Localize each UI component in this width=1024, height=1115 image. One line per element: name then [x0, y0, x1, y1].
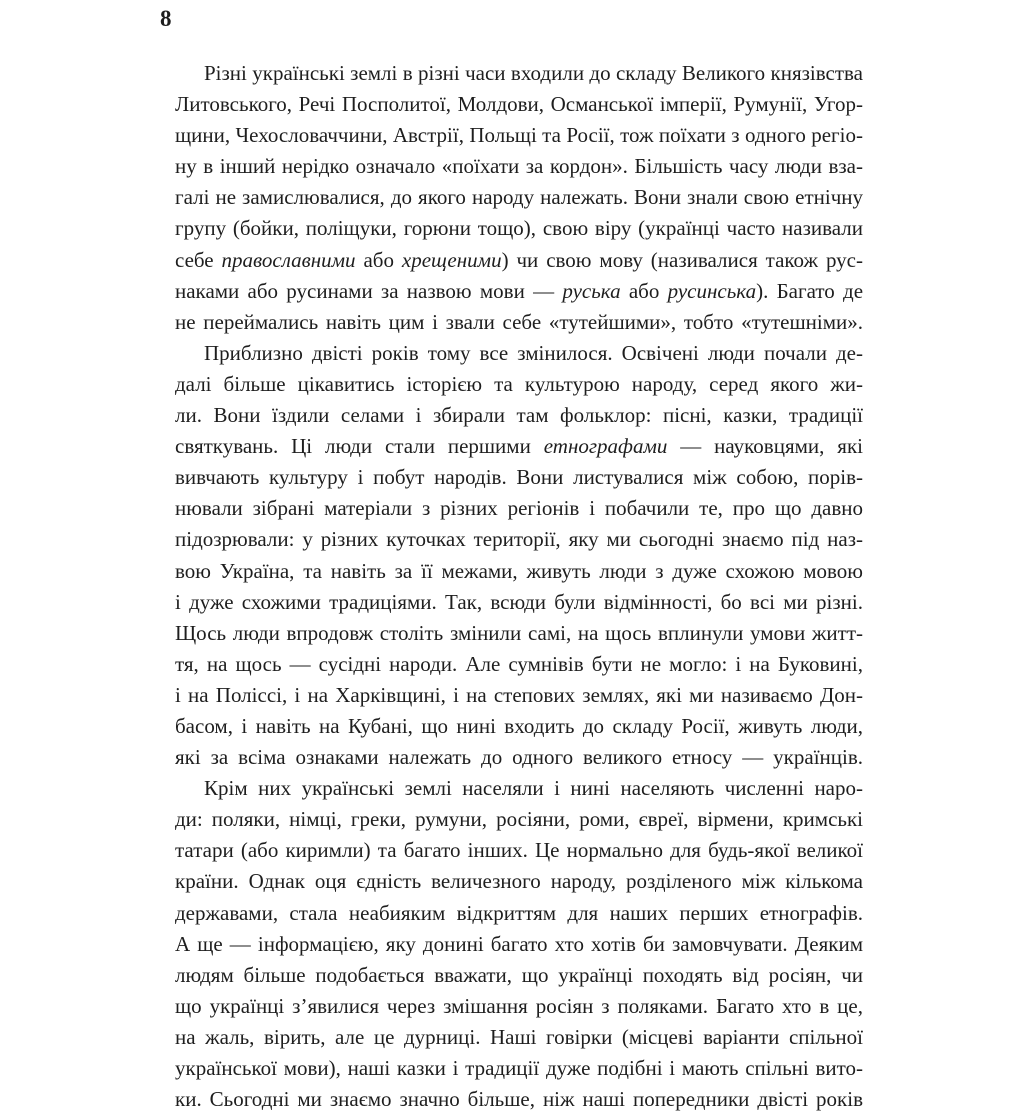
text-line: себе православними або хрещеними) чи свою мову (називалися також рус- [175, 247, 863, 272]
italic-term: хрещеними [401, 247, 502, 272]
text-line: Приблизно двісті років тому все змінилося. Освічені люди почали де- [204, 340, 863, 365]
text-line: щини, Чехословаччини, Австрії, Польщі та Росії, тож поїхати з одного регіо- [175, 123, 863, 148]
text-line: підозрювали: у різних куточках території, яку ми сьогодні знаємо під наз- [175, 527, 863, 552]
page-number: 8 [160, 6, 172, 31]
text-line: ли. Вони їздили селами і збирали там фольклор: пісні, казки, традиції [175, 403, 863, 428]
italic-term: руська [562, 278, 621, 303]
italic-term: етнографами [543, 434, 668, 459]
text-line: Литовського, Речі Посполитої, Молдови, Османської імперії, Румунії, Угор- [175, 92, 863, 117]
text-line: Різні українські землі в різні часи входили до складу Великого князівства [204, 61, 863, 85]
text-line: А ще — інформацією, яку донині багато хто хотів би замовчувати. Деяким [175, 931, 863, 956]
text-line: української мови), наші казки і традиції дуже подібні і мають спільні вито- [175, 1056, 863, 1080]
text-line: і дуже схожими традиціями. Так, всюди були відмінності, бо всі ми різні. [175, 589, 863, 614]
text-line: басом, і навіть на Кубані, що нині входить до складу Росії, живуть люди, [175, 713, 863, 738]
text-line: далі більше цікавитись історією та культурою народу, серед якого жи- [175, 371, 863, 396]
text-line: людям більше подобається вважати, що українці походять від росіян, чи [175, 962, 863, 987]
text-line: державами, стала неабияким відкриттям для наших перших етнографів. [175, 900, 863, 925]
text-line: святкувань. Ці люди стали першими етнографами — науковцями, які [175, 434, 863, 459]
text-line: тя, на щось — сусідні народи. Але сумнівів бути не могло: і на Буковині, [175, 651, 863, 676]
body-text [175, 58, 863, 1115]
text-line: вивчають культуру і побут народів. Вони листувалися між собою, порів- [175, 465, 863, 490]
text-line: ки. Сьогодні ми знаємо значно більше, ніж наші попередники двісті років [175, 1087, 863, 1112]
text-line: країни. Однак оця єдність величезного народу, розділеного між кількома [175, 869, 863, 894]
text-line: татари (або киримли) та багато інших. Це нормально для будь-якої великої [175, 838, 863, 863]
text-line: і на Поліссі, і на Харківщині, і на степових землях, які ми називаємо Дон- [175, 682, 863, 707]
text-line: ну в інший нерідко означало «поїхати за кордон». Більшість часу люди вза- [175, 154, 863, 179]
text-line: групу (бойки, поліщуки, горюни тощо), свою віру (українці часто називали [175, 216, 863, 241]
text-line: наками або русинами за назвою мови — руська або русинська). Багато де [175, 278, 864, 303]
italic-term: русинська [667, 278, 757, 303]
text-line: нювали зібрані матеріали з різних регіонів і побачили те, про що давно [175, 496, 863, 521]
text-line: ди: поляки, німці, греки, румуни, росіяни, роми, євреї, вірмени, кримські [175, 807, 863, 832]
text-line: Щось люди впродовж століть змінили самі, на щось вплинули умови житт- [175, 620, 863, 645]
italic-term: православними [221, 247, 356, 272]
text-line: галі не замислювалися, до якого народу належать. Вони знали свою етнічну [175, 185, 863, 210]
text-line: Крім них українські землі населяли і нині населяють численні наро- [204, 776, 863, 801]
text-line: які за всіма ознаками належать до одного великого етносу — українців. [175, 745, 863, 770]
text-line: що українці з’явилися через змішання росіян з поляками. Багато хто в це, [175, 993, 863, 1018]
text-line: на жаль, вірить, але це дурниці. Наші говірки (місцеві варіанти спільної [175, 1024, 863, 1049]
text-line: не переймались навіть цим і звали себе «тутейшими», тобто «тутешніми». [175, 309, 863, 334]
text-line: вою Україна, та навіть за її межами, живуть люди з дуже схожою мовою [175, 558, 863, 583]
